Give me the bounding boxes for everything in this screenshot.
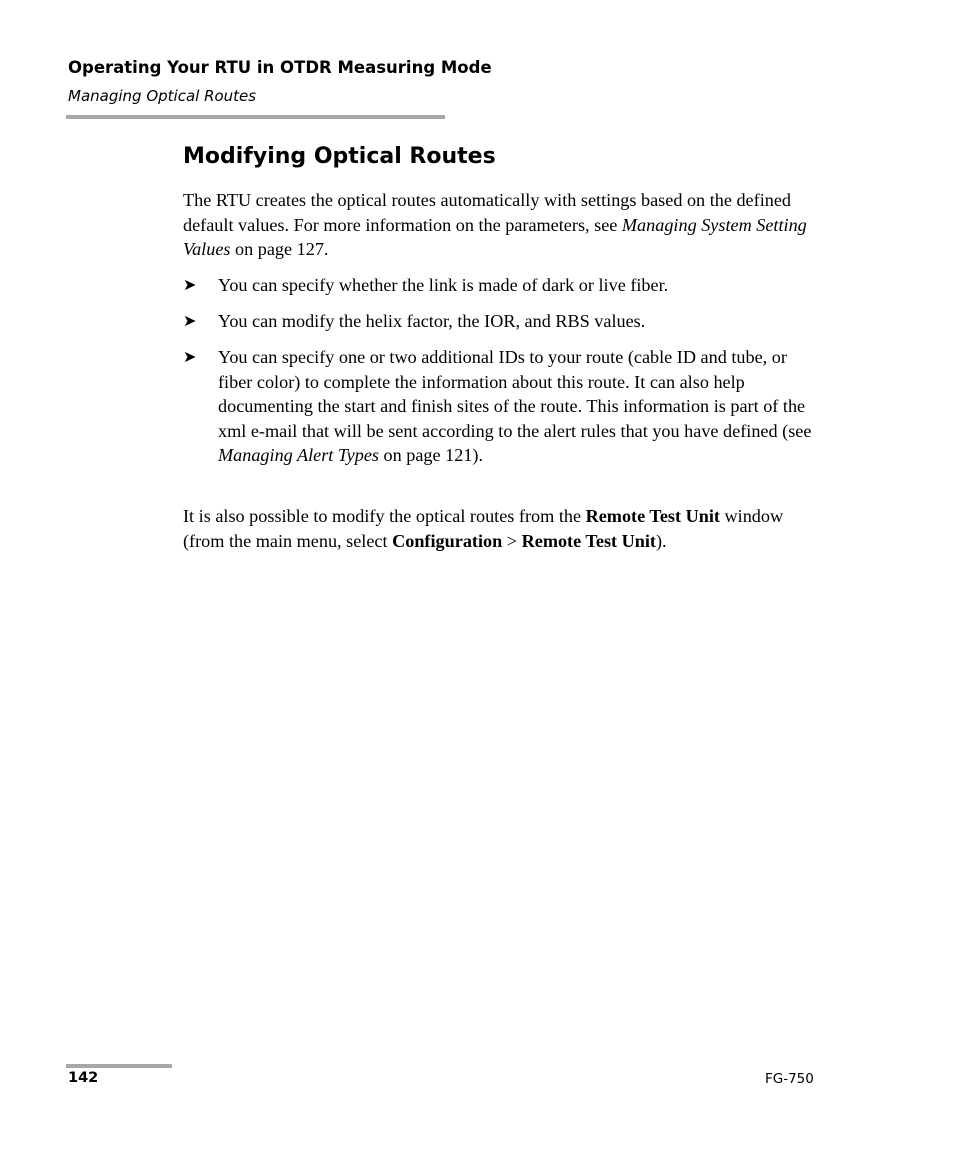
ui-term-remote-test-unit: Remote Test Unit [585,506,720,526]
running-header-chapter: Operating Your RTU in OTDR Measuring Mode [68,58,492,77]
running-header-section: Managing Optical Routes [68,87,257,105]
ui-term-configuration: Configuration [392,530,503,551]
list-item-text: You can specify whether the link is made of dark or live fiber. [218,275,669,295]
page-title: Modifying Optical Routes [183,144,496,169]
page-number: 142 [68,1070,99,1086]
footer-rule [66,1064,172,1068]
list-item-text: You can modify the helix factor, the IOR, and RBS values. [218,311,646,331]
intro-xref-link[interactable]: Managing System Setting Values [183,214,807,260]
document-code: FG-750 [765,1071,814,1087]
list-item-text-1: You can specify one or two additional IDs to your route (cable ID and tube, or fiber color) to complete the information about this route. It can also help documenting the start and finish sites of the route. This information is part of the xml e-mail that will be sent according to the alert rules that you have defined (see [218,347,812,441]
arrow-bullet-icon: ➤ [183,311,197,330]
alert-types-xref-link[interactable]: Managing Alert Types [218,445,379,466]
outro-text-2: window (from the main menu, select [183,506,784,551]
list-item-text [218,345,823,468]
menu-path-separator: > [502,530,522,551]
list-item [183,345,823,468]
outro-text-3: ). [655,530,667,551]
list-item [183,309,823,334]
ui-term-remote-test-unit-menu: Remote Test Unit [521,530,656,551]
arrow-bullet-icon: ➤ [183,275,197,294]
intro-paragraph [183,188,823,262]
list-item [183,273,823,298]
list-item-text-2: on page 121). [378,445,484,466]
header-rule [66,115,445,119]
outro-paragraph [183,504,823,553]
intro-text-1: The RTU creates the optical routes automatically with settings based on the defined default values. For more information on the parameters, see [183,190,792,235]
arrow-bullet-icon: ➤ [183,347,197,366]
intro-text-2: on page 127. [230,239,329,260]
outro-text-1: It is also possible to modify the optical routes from the [183,506,586,526]
